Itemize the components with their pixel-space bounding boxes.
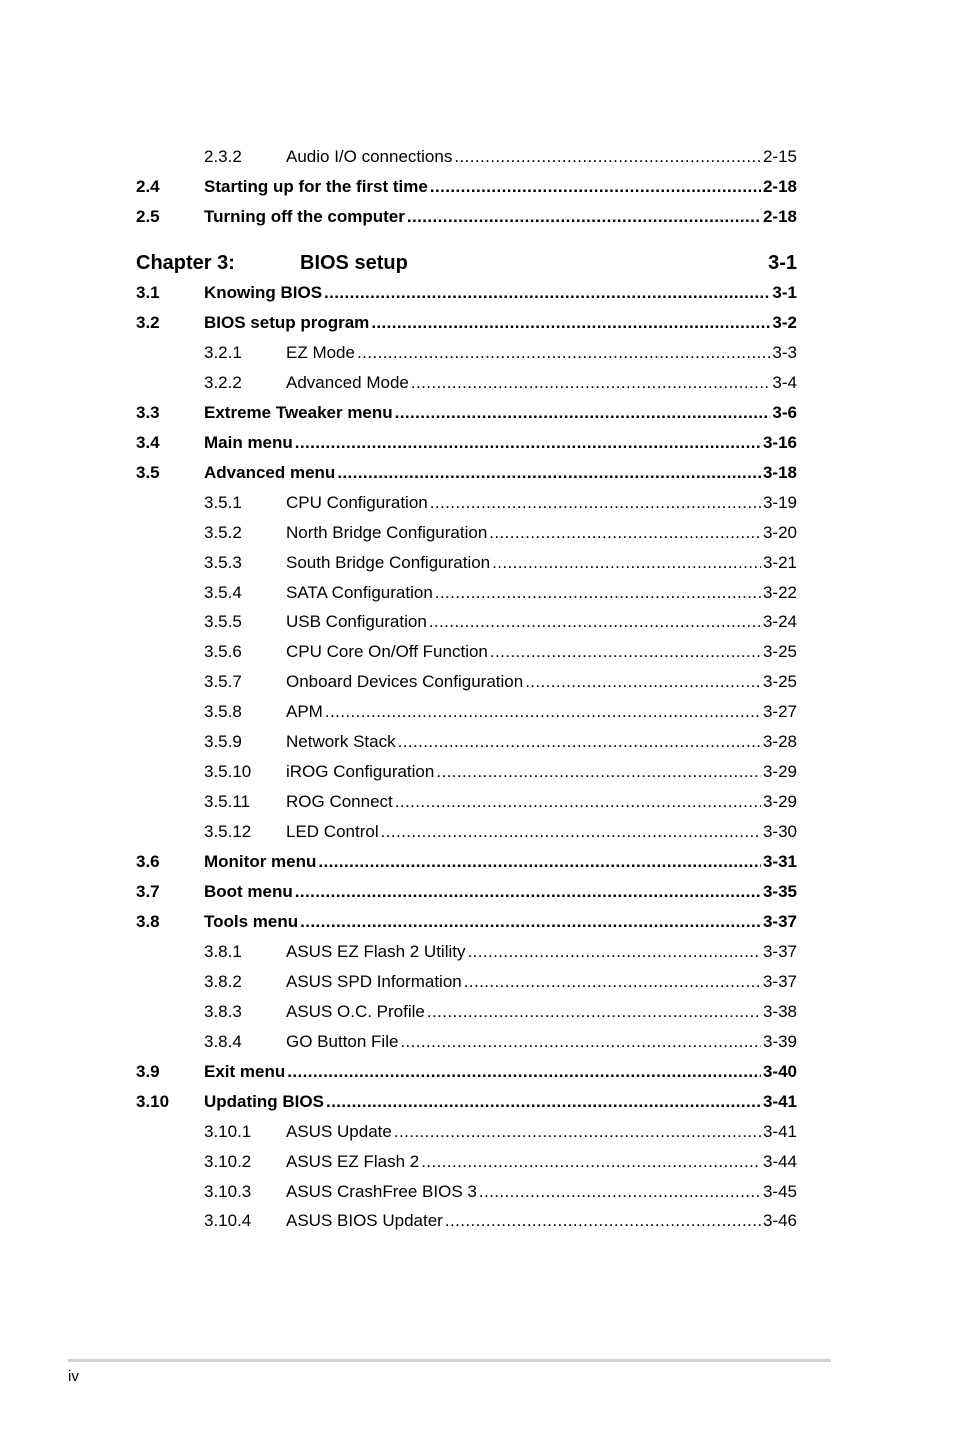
- dot-leader: [479, 1182, 761, 1202]
- toc-entry-number: 3.5.8: [204, 702, 242, 721]
- toc-entry-number: 3.8: [136, 912, 160, 931]
- chapter-label: Chapter 3:: [136, 252, 235, 274]
- dot-leader: [489, 523, 761, 543]
- toc-entry-page: 3-37: [762, 972, 797, 991]
- toc-entry-number: 3.5.2: [204, 523, 242, 542]
- toc-entry-page: 3-19: [762, 493, 797, 512]
- dot-leader: [287, 1062, 761, 1082]
- toc-entry[interactable]: [136, 1180, 797, 1202]
- toc-entry[interactable]: [136, 145, 797, 167]
- toc-entry[interactable]: [136, 281, 797, 303]
- dot-leader: [468, 942, 761, 962]
- dot-leader: [295, 882, 761, 902]
- toc-entry-page: 3-16: [762, 433, 797, 452]
- toc-entry-title: SATA Configuration: [286, 583, 433, 602]
- toc-entry-page: 3-35: [762, 882, 797, 901]
- toc-entry-number: 3.5.10: [204, 762, 252, 781]
- toc-entry-number: 3.3: [136, 403, 160, 422]
- toc-entry-title: BIOS setup program: [204, 313, 370, 332]
- toc-entry-page: 3-37: [762, 912, 797, 931]
- toc-entry-page: 3-31: [762, 852, 797, 871]
- toc-entry-number: 3.9: [136, 1062, 160, 1081]
- dot-leader: [421, 1152, 761, 1172]
- toc-entry[interactable]: [136, 431, 797, 453]
- toc-entry[interactable]: [136, 910, 797, 932]
- toc-entry-number: 3.5.12: [204, 822, 252, 841]
- toc-entry-title: Updating BIOS: [204, 1092, 324, 1111]
- toc-entry-page: 3-28: [762, 732, 797, 751]
- toc-entry[interactable]: [136, 581, 797, 603]
- dot-leader: [429, 612, 761, 632]
- toc-entry-page: 3-22: [762, 583, 797, 602]
- toc-entry-title: Turning off the computer: [204, 207, 405, 226]
- toc-entry-number: 3.1: [136, 283, 160, 302]
- toc-entry-number: 2.5: [136, 207, 160, 226]
- toc-entry-page: 3-39: [762, 1032, 797, 1051]
- toc-entry-page: 2-18: [762, 207, 797, 226]
- toc-entry-page: 3-25: [762, 672, 797, 691]
- toc-entry-number: 3.5.11: [204, 792, 251, 811]
- toc-entry-number: 3.10.1: [204, 1122, 252, 1141]
- toc-entry-number: 3.8.1: [204, 942, 242, 961]
- toc-entry-page: 3-30: [762, 822, 797, 841]
- toc-entry[interactable]: [136, 1150, 797, 1172]
- toc-entry[interactable]: [136, 551, 797, 573]
- toc-entry[interactable]: [136, 205, 797, 227]
- toc-entry[interactable]: [136, 730, 797, 752]
- toc-entry-page: 3-21: [762, 553, 797, 572]
- toc-entry[interactable]: [136, 1090, 797, 1112]
- dot-leader: [395, 403, 771, 423]
- dot-leader: [407, 207, 761, 227]
- toc-entry-page: 3-41: [762, 1122, 797, 1141]
- toc-entry[interactable]: [136, 1209, 797, 1231]
- toc-entry-title: Knowing BIOS: [204, 283, 323, 302]
- dot-leader: [430, 177, 761, 197]
- toc-entry-number: 3.5.1: [204, 493, 242, 512]
- toc-entry-number: 3.10: [136, 1092, 170, 1111]
- toc-entry-title: Onboard Devices Configuration: [286, 672, 524, 691]
- dot-leader: [337, 463, 761, 483]
- toc-entry-number: 3.5.5: [204, 612, 242, 631]
- toc-entry-number: 3.8.4: [204, 1032, 242, 1051]
- toc-entry[interactable]: [136, 521, 797, 543]
- toc-entry-number: 3.8.2: [204, 972, 242, 991]
- dot-leader: [300, 912, 761, 932]
- toc-entry-number: 3.4: [136, 433, 160, 452]
- toc-entry-number: 3.10.3: [204, 1182, 252, 1201]
- dot-leader: [492, 553, 761, 573]
- toc-entry-page: 3-40: [762, 1062, 797, 1081]
- dot-leader: [395, 792, 761, 812]
- toc-entry[interactable]: [136, 1030, 797, 1052]
- toc-entry-title: APM: [286, 702, 323, 721]
- toc-entry-title: ASUS Update: [286, 1122, 392, 1141]
- toc-entry-number: 3.8.3: [204, 1002, 242, 1021]
- dot-leader: [326, 1092, 761, 1112]
- dot-leader: [490, 642, 761, 662]
- dot-leader: [436, 762, 761, 782]
- toc-entry-title: Starting up for the first time: [204, 177, 428, 196]
- toc-entry[interactable]: [136, 491, 797, 513]
- dot-leader: [445, 1211, 761, 1231]
- toc-entry-title: iROG Configuration: [286, 762, 435, 781]
- dot-leader: [411, 373, 771, 393]
- toc-entry-title: ASUS EZ Flash 2 Utility: [286, 942, 466, 961]
- toc-entry-page: 3-41: [762, 1092, 797, 1111]
- dot-leader: [357, 343, 770, 363]
- toc-entry-number: 3.5.4: [204, 583, 242, 602]
- toc-entry-title: ASUS O.C. Profile: [286, 1002, 425, 1021]
- toc-entry-number: 3.6: [136, 852, 160, 871]
- dot-leader: [400, 1032, 761, 1052]
- dot-leader: [454, 147, 761, 167]
- dot-leader: [464, 972, 761, 992]
- dot-leader: [318, 852, 761, 872]
- toc-entry-page: 2-15: [762, 147, 797, 166]
- toc-entry-title: Exit menu: [204, 1062, 286, 1081]
- toc-entry[interactable]: [136, 1060, 797, 1082]
- dot-leader: [295, 433, 761, 453]
- dot-leader: [398, 732, 761, 752]
- dot-leader: [381, 822, 761, 842]
- dot-leader: [430, 493, 761, 513]
- toc-entry-page: 3-1: [772, 283, 797, 302]
- toc-entry-page: 3-27: [762, 702, 797, 721]
- toc-entry-title: Extreme Tweaker menu: [204, 403, 393, 422]
- dot-leader: [427, 1002, 761, 1022]
- toc-entry-title: Boot menu: [204, 882, 293, 901]
- chapter-page: 3-1: [768, 252, 797, 274]
- toc-entry-title: Tools menu: [204, 912, 299, 931]
- toc-entry[interactable]: [136, 1120, 797, 1142]
- toc-entry-title: ASUS SPD Information: [286, 972, 462, 991]
- toc-entry[interactable]: [136, 461, 797, 483]
- toc-entry[interactable]: [136, 1000, 797, 1022]
- dot-leader: [525, 672, 761, 692]
- toc-entry[interactable]: [136, 640, 797, 662]
- toc-entry[interactable]: [136, 670, 797, 692]
- toc-entry[interactable]: [136, 760, 797, 782]
- toc-entry-title: CPU Core On/Off Function: [286, 642, 488, 661]
- toc-entry-title: Advanced menu: [204, 463, 336, 482]
- toc-entry-page: 3-4: [772, 373, 797, 392]
- toc-entry-page: 3-3: [772, 343, 797, 362]
- toc-entry-number: 2.3.2: [204, 147, 242, 166]
- toc-entry-title: GO Button File: [286, 1032, 399, 1051]
- toc-entry-number: 3.2: [136, 313, 160, 332]
- toc-entry[interactable]: [136, 311, 797, 333]
- toc-entry-title: LED Control: [286, 822, 379, 841]
- toc-entry-page: 3-2: [772, 313, 797, 332]
- toc-entry-page: 3-18: [762, 463, 797, 482]
- toc-entry-page: 2-18: [762, 177, 797, 196]
- toc-entry-page: 3-6: [772, 403, 797, 422]
- toc-entry-number: 3.5.3: [204, 553, 242, 572]
- toc-entry-title: EZ Mode: [286, 343, 355, 362]
- toc-entry-number: 3.5.6: [204, 642, 242, 661]
- toc-entry-title: Network Stack: [286, 732, 396, 751]
- toc-entry[interactable]: [136, 371, 797, 393]
- dot-leader: [325, 702, 761, 722]
- toc-entry-page: 3-20: [762, 523, 797, 542]
- chapter-title: BIOS setup: [300, 252, 408, 274]
- toc-entry-title: South Bridge Configuration: [286, 553, 491, 572]
- toc-entry-number: 3.10.2: [204, 1152, 252, 1171]
- toc-entry[interactable]: [136, 850, 797, 872]
- toc-entry-page: 3-37: [762, 942, 797, 961]
- toc-entry-number: 3.5: [136, 463, 160, 482]
- toc-entry-title: ASUS CrashFree BIOS 3: [286, 1182, 477, 1201]
- toc-entry[interactable]: [136, 610, 797, 632]
- toc-entry[interactable]: [136, 820, 797, 842]
- footer-rule: [68, 1359, 831, 1362]
- toc-entry[interactable]: [136, 940, 797, 962]
- dot-leader: [394, 1122, 761, 1142]
- footer-page-number: iv: [68, 1368, 79, 1385]
- toc-entry[interactable]: [136, 970, 797, 992]
- toc-entry-title: Audio I/O connections: [286, 147, 453, 166]
- toc-entry-number: 3.5.7: [204, 672, 242, 691]
- toc-entry-number: 2.4: [136, 177, 160, 196]
- toc-entry-title: CPU Configuration: [286, 493, 428, 512]
- toc-entry-title: ASUS BIOS Updater: [286, 1211, 443, 1230]
- toc-entry[interactable]: [136, 175, 797, 197]
- toc-entry[interactable]: [136, 790, 797, 812]
- dot-leader: [435, 583, 761, 603]
- toc-entry[interactable]: [136, 401, 797, 423]
- toc-entry-page: 3-38: [762, 1002, 797, 1021]
- toc-entry-number: 3.2.1: [204, 343, 242, 362]
- dot-leader: [324, 283, 770, 303]
- toc-entry[interactable]: [136, 341, 797, 363]
- toc-entry-title: Main menu: [204, 433, 293, 452]
- toc-entry-page: 3-46: [762, 1211, 797, 1230]
- toc-entry-page: 3-29: [762, 762, 797, 781]
- toc-entry[interactable]: [136, 700, 797, 722]
- toc-entry-title: ASUS EZ Flash 2: [286, 1152, 420, 1171]
- toc-entry-title: Monitor menu: [204, 852, 317, 871]
- chapter-heading: [136, 249, 797, 275]
- toc-entry-title: North Bridge Configuration: [286, 523, 488, 542]
- toc-entry-number: 3.7: [136, 882, 160, 901]
- toc-entry-title: Advanced Mode: [286, 373, 409, 392]
- toc-entry-page: 3-25: [762, 642, 797, 661]
- toc-entry-number: 3.10.4: [204, 1211, 252, 1230]
- toc-entry-title: USB Configuration: [286, 612, 427, 631]
- toc-entry-title: ROG Connect: [286, 792, 393, 811]
- toc-entry-number: 3.2.2: [204, 373, 242, 392]
- toc-entry-number: 3.5.9: [204, 732, 242, 751]
- toc-entry-page: 3-45: [762, 1182, 797, 1201]
- dot-leader: [371, 313, 770, 333]
- toc-entry[interactable]: [136, 880, 797, 902]
- toc-entry-page: 3-44: [762, 1152, 797, 1171]
- toc-entry-page: 3-24: [762, 612, 797, 631]
- toc-entry-page: 3-29: [762, 792, 797, 811]
